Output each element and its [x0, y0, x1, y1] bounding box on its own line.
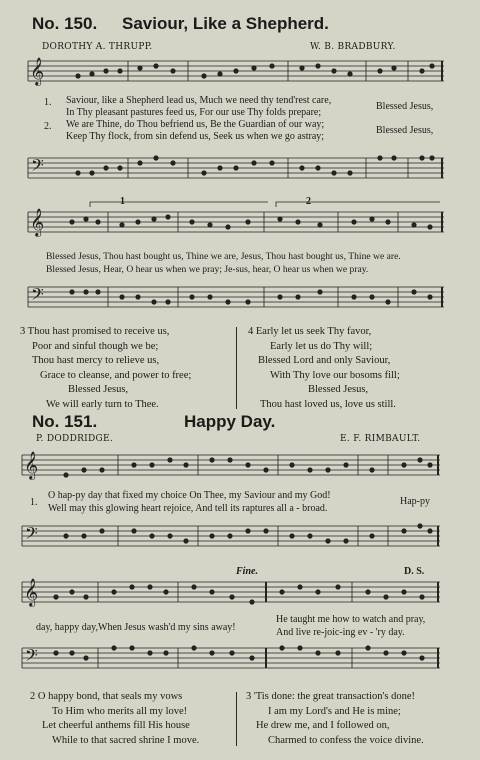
verse-line: 3 Thou hast promised to receive us,	[20, 326, 170, 337]
hymn-151-treble-staff-1	[22, 449, 442, 485]
hymn-151-happy: Hap-py	[400, 496, 430, 507]
hymn-151-author: P. DODDRIDGE.	[36, 434, 114, 444]
hymn-151-composer: E. F. RIMBAULT.	[340, 434, 421, 444]
hymn-150-blessed-2: Blessed Jesus,	[376, 125, 434, 136]
verse-line: Grace to cleanse, and power to free;	[40, 369, 192, 381]
hymn-150-title: Saviour, Like a Shepherd.	[122, 14, 329, 33]
verse-line: Poor and sinful though we be;	[32, 340, 159, 352]
svg-text:𝄢: 𝄢	[25, 523, 38, 547]
hymn-151-number: No. 151.	[32, 412, 98, 431]
svg-text:𝄢: 𝄢	[25, 645, 38, 669]
verse-line: Thou hast mercy to relieve us,	[32, 355, 160, 366]
hymn-151-bass-staff-2	[22, 642, 442, 678]
hymn-151-verse-2	[30, 690, 199, 748]
verse-line: Blessed Lord and only Saviour,	[258, 355, 391, 366]
hymn-150-treble-staff-2	[28, 208, 448, 238]
hymn-150-refrain-2: Blessed Jesus, Hear, O hear us when we pray; Je-sus, hear, O hear us when we pray.	[46, 264, 369, 275]
hymn-150-ending-1: 1	[120, 196, 125, 207]
verse-line: Thou hast loved us, love us still.	[260, 398, 396, 410]
verse-divider	[236, 692, 237, 746]
hymn-151-fine: Fine.	[236, 566, 258, 577]
verse-line: To Him who merits all my love!	[52, 705, 188, 717]
verse-line: I am my Lord's and He is mine;	[268, 705, 401, 717]
hymn-151-refrain-a: day, happy day,When Jesus wash'd my sins away!	[36, 622, 236, 633]
verse-line: Early let us do Thy will;	[270, 340, 373, 352]
hymn-150-verse-4	[248, 325, 400, 412]
hymn-151-line-2: Well may this glowing heart rejoice, And tell its raptures all a - broad.	[48, 503, 328, 514]
svg-text:𝄞: 𝄞	[24, 578, 39, 606]
verse-line: 4 Early let us seek Thy favor,	[248, 326, 372, 337]
hymn-150-bass-staff-1	[28, 154, 448, 184]
hymn-150-number: No. 150.	[32, 14, 98, 33]
hymn-150-bass-staff-2	[28, 283, 448, 313]
hymn-151-ds: D. S.	[404, 566, 425, 577]
hymn-150-line-3: We are Thine, do Thou befriend us, Be the Guardian of our way;	[66, 119, 325, 130]
hymn-150-author: DOROTHY A. THRUPP.	[42, 42, 153, 52]
hymn-150-refrain-1: Blessed Jesus, Thou hast bought us, Thine we are, Jesus, Thou hast bought us, Thine we are.	[46, 251, 401, 262]
verse-line: Blessed Jesus,	[68, 384, 129, 395]
verse-line: While to that sacred shrine I move.	[52, 734, 200, 746]
hymn-150-line-2: In Thy pleasant pastures feed us, For our use Thy folds prepare;	[66, 107, 322, 118]
hymn-150-verse-num-1: 1.	[44, 97, 52, 108]
svg-text:𝄞: 𝄞	[30, 57, 45, 85]
hymn-151-line-1: O hap-py day that fixed my choice On Thee, my Saviour and my God!	[48, 490, 331, 501]
hymn-151-bass-staff-1	[22, 520, 442, 556]
verse-line: 3 'Tis done: the great transaction's done!	[246, 691, 416, 702]
hymn-150-verse-num-2: 2.	[44, 121, 52, 132]
verse-line: 2 O happy bond, that seals my vows	[30, 691, 183, 702]
verse-line: We will early turn to Thee.	[46, 398, 159, 410]
hymn-151-verse-3	[246, 690, 424, 748]
hymn-151-refrain-b-2: And live re-joic-ing ev - 'ry day.	[276, 627, 405, 638]
verse-line: Blessed Jesus,	[308, 384, 369, 395]
hymn-150-line-4: Keep Thy flock, from sin defend us, Seek us when we go astray;	[66, 131, 325, 142]
hymn-151-refrain-b-1: He taught me how to watch and pray,	[276, 614, 426, 625]
svg-text:𝄞: 𝄞	[24, 451, 39, 479]
svg-text:𝄢: 𝄢	[31, 155, 44, 179]
hymn-150-blessed-1: Blessed Jesus,	[376, 101, 434, 112]
verse-divider	[236, 327, 237, 409]
hymn-151-title: Happy Day.	[184, 412, 276, 431]
hymn-150-treble-staff-1	[28, 57, 448, 87]
hymn-150-verse-3	[20, 325, 191, 412]
verse-line: He drew me, and I followed on,	[256, 720, 390, 731]
hymn-151-treble-staff-2	[22, 576, 442, 612]
hymn-150-line-1: Saviour, like a Shepherd lead us, Much we need thy tend'rest care,	[66, 95, 332, 106]
verse-line: Let cheerful anthems fill His house	[42, 720, 190, 731]
svg-text:𝄢: 𝄢	[31, 284, 44, 308]
hymn-150-ending-2: 2	[306, 196, 311, 207]
hymn-151-verse-num-1: 1.	[30, 497, 38, 508]
verse-line: Charmed to confess the voice divine.	[268, 734, 424, 746]
svg-text:𝄞: 𝄞	[30, 208, 45, 236]
verse-line: With Thy love our bosoms fill;	[270, 369, 400, 381]
hymn-150-composer: W. B. BRADBURY.	[310, 42, 396, 52]
